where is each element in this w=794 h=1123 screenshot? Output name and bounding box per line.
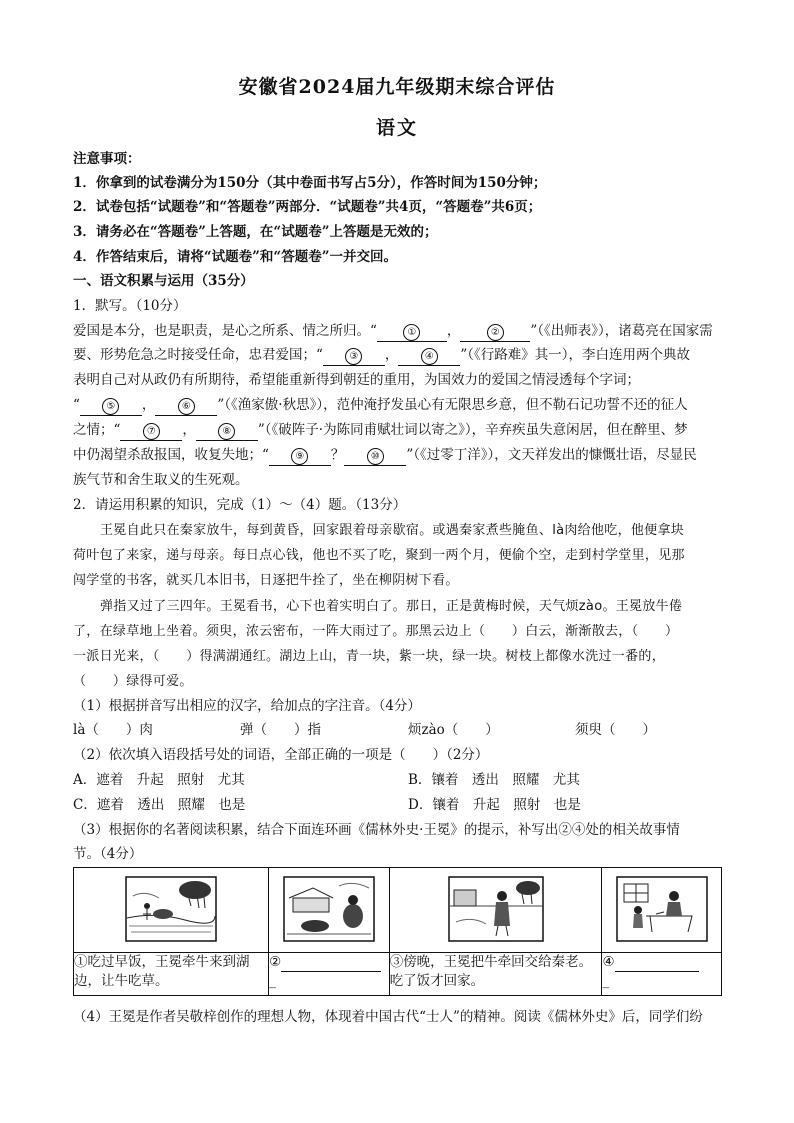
caption-text: ③傍晚，王冕把牛牵回交给秦老。吃了饭才回家。 bbox=[389, 954, 593, 989]
q1-text: “ bbox=[73, 397, 80, 413]
blank-1[interactable] bbox=[377, 323, 447, 342]
blank-mark: ⑩ bbox=[367, 448, 384, 465]
comic-illustration-1 bbox=[125, 876, 217, 942]
passage-line-6: 一派日光来，（ ）得满湖通红。湖边上山，青一块，紫一块，绿一块。树枝上都像水洗过一番的， bbox=[73, 649, 666, 664]
comic-caption-4 bbox=[602, 953, 722, 996]
blank-mark: ① bbox=[403, 324, 420, 341]
blank-mark: ⑤ bbox=[102, 398, 119, 415]
passage-line-3: 闯学堂的书客，就买几本旧书，日逐把牛拴了，坐在柳阴树下看。 bbox=[73, 573, 459, 588]
blank-8[interactable] bbox=[196, 422, 258, 441]
q1-text: ”（《行路难》其一），李白连用两个典故 bbox=[460, 347, 691, 363]
q1-line-3: 表明自己对从政仍有所期待，希望能重新得到朝廷的重用，为国效力的爱国之情浸透每个字词； bbox=[73, 372, 640, 388]
notice-heading: 注意事项： bbox=[73, 151, 141, 167]
blank-mark: ⑦ bbox=[143, 423, 160, 440]
caption-tail: _ bbox=[269, 973, 276, 989]
blank-5[interactable] bbox=[80, 397, 142, 416]
q1-title: 1．默写。（10分） bbox=[73, 298, 187, 314]
q2-1-prompt: （1）根据拼音写出相应的汉字，给加点的字注音。（4分） bbox=[73, 698, 421, 714]
q1-text: ”（《渔家傲·秋思》），范仲淹抒发虽心有无限思乡意，但不勒石记功誓不还的征人 bbox=[217, 397, 688, 413]
blank-7[interactable] bbox=[120, 422, 182, 441]
q2-3-prompt-cont: 节。（4分） bbox=[73, 846, 143, 862]
blank-mark: ⑨ bbox=[291, 448, 308, 465]
comma: ， bbox=[384, 347, 399, 363]
notice-item-3: 3．请务必在“答题卷”上答题，在“试题卷”上答题是无效的； bbox=[73, 224, 438, 240]
comic-illustration-4 bbox=[616, 876, 708, 942]
blank-mark: ⑧ bbox=[218, 423, 235, 440]
blank-mark: ⑥ bbox=[178, 398, 195, 415]
section-heading: 一、语文积累与运用（35分） bbox=[73, 273, 254, 289]
option-c[interactable]: C．遮着 透出 照耀 也是 bbox=[73, 797, 246, 813]
q2-title: 2．请运用积累的知识，完成（1）～（4）题。（13分） bbox=[73, 497, 407, 513]
notice-item-1: 1．你拿到的试卷满分为150分（其中卷面书写占5分），作答时间为150分钟； bbox=[73, 175, 547, 191]
comic-panel-table bbox=[73, 867, 722, 996]
blank-10[interactable] bbox=[344, 447, 406, 466]
blank-6[interactable] bbox=[155, 397, 217, 416]
comic-panel-2-image bbox=[269, 868, 390, 953]
passage-line-7: （ ）绿得可爱。 bbox=[73, 674, 193, 689]
comic-panel-1-image bbox=[74, 868, 269, 953]
passage-line-4: 弹指又过了三四年。王冕看书，心下也着实明白了。那日，正是黄梅时候，天气烦zào。王冕放牛倦 bbox=[100, 599, 683, 614]
q1-line-2 bbox=[73, 346, 725, 366]
q2-1-item-4: 须臾（ ） bbox=[575, 722, 656, 738]
option-b[interactable]: B．镶着 透出 照耀 尤其 bbox=[408, 772, 580, 788]
notice-item-4: 4．作答结束后，请将“试题卷”和“答题卷”一并交回。 bbox=[73, 249, 397, 265]
q1-text: 中仍渴望杀敌报国，收复失地；“ bbox=[73, 447, 269, 463]
exam-title: 安徽省2024届九年级期末综合评估 bbox=[238, 76, 556, 98]
q1-text: ”（《出师表》），诸葛亮在国家需 bbox=[530, 323, 713, 339]
passage-line-1: 王冕自此只在秦家放牛，每到黄昏，回家跟着母亲歇宿。或遇秦家煮些腌鱼、là肉给他吃，他便拿块 bbox=[100, 523, 685, 538]
blank-9[interactable] bbox=[269, 447, 331, 466]
caption-number: ② bbox=[269, 954, 282, 970]
answer-line[interactable] bbox=[615, 957, 699, 972]
q2-1-item-2: 弹（ ）指 bbox=[240, 722, 321, 738]
comma: ， bbox=[141, 397, 156, 413]
comic-illustration-3 bbox=[448, 876, 544, 942]
blank-mark: ② bbox=[487, 324, 504, 341]
q1-text: ”（《破阵子·为陈同甫赋壮词以寄之》），辛弃疾虽失意闲居，但在醉里、梦 bbox=[257, 422, 688, 438]
q2-3-prompt: （3）根据你的名著阅读积累，结合下面连环画《儒林外史·王冕》的提示，补写出②④处的相关故事情 bbox=[73, 822, 680, 838]
q2-1-item-1: là（ ）肉 bbox=[73, 722, 153, 738]
answer-line[interactable] bbox=[281, 957, 381, 972]
comic-panel-4-image bbox=[602, 868, 722, 953]
comma: ， bbox=[446, 323, 461, 339]
passage-line-5: 了，在绿草地上坐着。须臾，浓云密布，一阵大雨过了。那黑云边上（ ）白云，渐渐散去，（ ） bbox=[73, 624, 679, 639]
q1-line-6 bbox=[73, 446, 725, 466]
blank-2[interactable] bbox=[460, 323, 530, 342]
comic-caption-3 bbox=[389, 953, 602, 996]
comic-illustration-2 bbox=[283, 876, 375, 942]
q1-text: 之情；“ bbox=[73, 422, 121, 438]
comma: ， bbox=[182, 422, 196, 438]
option-a[interactable]: A．遮着 升起 照射 尤其 bbox=[73, 772, 245, 788]
notice-item-2: 2．试卷包括“试题卷”和“答题卷”两部分．“试题卷”共4页，“答题卷”共6页； bbox=[73, 199, 542, 215]
passage-line-2: 荷叶包了来家，递与母亲。每日点心钱，他也不买了吃，聚到一两个月，便偷个空，走到村学堂里，见那 bbox=[73, 548, 685, 563]
q1-text: 爱国是本分，也是职责，是心之所系、情之所归。“ bbox=[73, 323, 377, 339]
caption-number: ④ bbox=[602, 954, 615, 970]
question-mark: ？ bbox=[330, 447, 345, 463]
comic-caption-1 bbox=[74, 953, 269, 996]
comic-panel-3-image bbox=[389, 868, 602, 953]
caption-tail: _ bbox=[602, 973, 610, 989]
option-d[interactable]: D．镶着 升起 照射 也是 bbox=[408, 797, 581, 813]
blank-4[interactable] bbox=[398, 347, 460, 366]
q1-line-4 bbox=[73, 396, 725, 416]
q2-2-prompt: （2）依次填入语段括号处的词语，全部正确的一项是（ ）（2分） bbox=[73, 747, 489, 763]
caption-text: ①吃过早饭，王冕牵牛来到湖边，让牛吃草。 bbox=[74, 954, 250, 989]
q1-line-5 bbox=[73, 421, 725, 441]
q1-line-7: 族气节和舍生取义的生死观。 bbox=[73, 472, 249, 488]
blank-mark: ③ bbox=[345, 348, 362, 365]
q1-line-1 bbox=[73, 322, 725, 342]
exam-subject: 语文 bbox=[375, 117, 418, 139]
comic-caption-2 bbox=[269, 953, 390, 996]
q1-text: ”（《过零丁洋》），文天祥发出的慷慨壮语，尽显民 bbox=[406, 447, 697, 463]
blank-mark: ④ bbox=[421, 348, 438, 365]
q1-text: 要、形势危急之时接受任命，忠君爱国；“ bbox=[73, 347, 323, 363]
q2-1-item-3: 烦zào（ ） bbox=[408, 722, 499, 738]
q2-4-prompt: （4）王冕是作者吴敬梓创作的理想人物，体现着中国古代“士人”的精神。阅读《儒林外史》后，同学们纷 bbox=[73, 1009, 703, 1025]
blank-3[interactable] bbox=[323, 347, 385, 366]
